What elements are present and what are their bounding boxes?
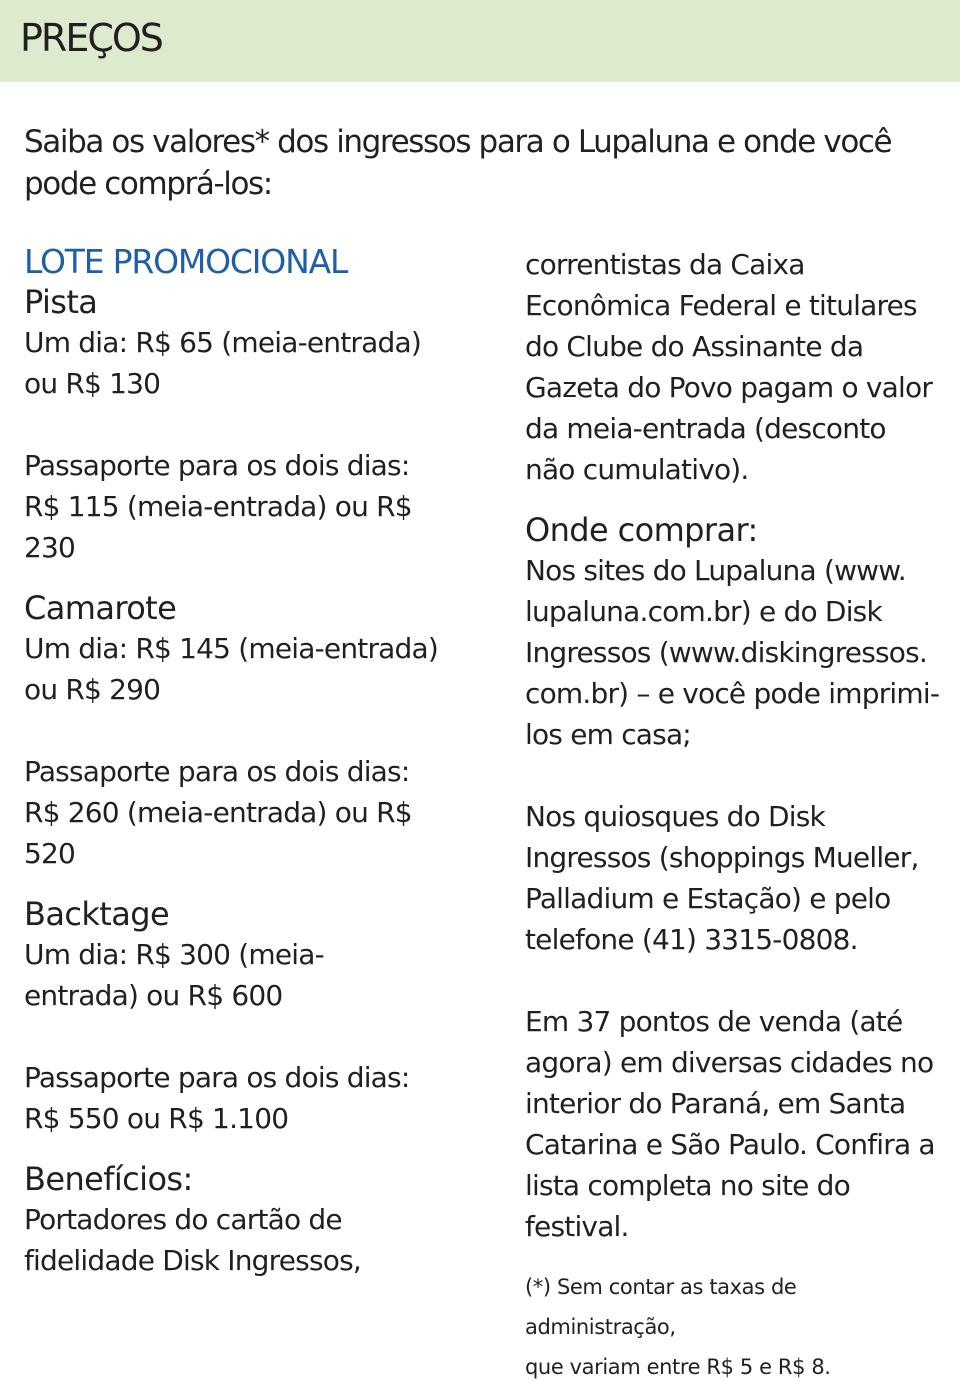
- footnote-line: que variam entre R$ 5 e R$ 8.: [525, 1355, 831, 1379]
- backtage-passaporte-line: R$ 550 ou R$ 1.100: [24, 1102, 289, 1135]
- quiosques-line: Ingressos (shoppings Mueller,: [525, 841, 919, 874]
- footnote-line: (*) Sem contar as taxas de administração,: [525, 1275, 797, 1339]
- beneficios-cont-line: correntistas da Caixa: [525, 248, 805, 281]
- beneficios-cont-line: Gazeta do Povo pagam o valor: [525, 371, 933, 404]
- quiosques-line: Nos quiosques do Disk: [525, 800, 825, 833]
- pontos-line: lista completa no site do festival.: [525, 1169, 850, 1243]
- pontos-line: interior do Paraná, em Santa: [525, 1087, 906, 1120]
- pontos-line: agora) em diversas cidades no: [525, 1046, 934, 1079]
- backtage-heading: Backtage: [24, 895, 170, 933]
- beneficios-cont-line: do Clube do Assinante da: [525, 330, 864, 363]
- pista-passaporte-line: 230: [24, 531, 76, 564]
- beneficios-line: fidelidade Disk Ingressos,: [24, 1244, 361, 1277]
- beneficios-cont-line: da meia-entrada (desconto: [525, 412, 886, 445]
- backtage-passaporte-line: Passaporte para os dois dias:: [24, 1061, 410, 1094]
- quiosques-line: telefone (41) 3315-0808.: [525, 923, 858, 956]
- pista-passaporte-line: R$ 115 (meia-entrada) ou R$: [24, 490, 412, 523]
- section-header: [0, 0, 960, 82]
- backtage-um-dia-line: entrada) ou R$ 600: [24, 979, 283, 1012]
- sites-line: los em casa;: [525, 718, 691, 751]
- camarote-um-dia-line: Um dia: R$ 145 (meia-entrada): [24, 632, 438, 665]
- beneficios-cont-line: não cumulativo).: [525, 453, 749, 486]
- sites-line: Ingressos (www.diskingressos.: [525, 636, 928, 669]
- sites-line: Nos sites do Lupaluna (www.: [525, 554, 906, 587]
- backtage-um-dia-line: Um dia: R$ 300 (meia-: [24, 938, 324, 971]
- sites-line: com.br) – e você pode imprimi-: [525, 677, 940, 710]
- pista-um-dia-line: ou R$ 130: [24, 367, 161, 400]
- camarote-passaporte-line: R$ 260 (meia-entrada) ou R$: [24, 796, 412, 829]
- pontos-line: Catarina e São Paulo. Confira a: [525, 1128, 935, 1161]
- lote-heading: LOTE PROMOCIONAL: [24, 242, 348, 281]
- intro-text: Saiba os valores* dos ingressos para o Lupaluna e onde você pode comprá-los:: [24, 124, 892, 202]
- onde-comprar-heading: Onde comprar:: [525, 511, 758, 549]
- pista-heading: Pista: [24, 283, 98, 321]
- sites-line: lupaluna.com.br) e do Disk: [525, 595, 882, 628]
- pontos-line: Em 37 pontos de venda (até: [525, 1005, 903, 1038]
- camarote-passaporte-line: 520: [24, 837, 76, 870]
- quiosques-line: Palladium e Estação) e pelo: [525, 882, 891, 915]
- camarote-heading: Camarote: [24, 589, 177, 627]
- right-column: [525, 244, 945, 1387]
- pista-um-dia-line: Um dia: R$ 65 (meia-entrada): [24, 326, 421, 359]
- camarote-um-dia-line: ou R$ 290: [24, 673, 161, 706]
- left-column: [24, 242, 494, 1281]
- camarote-passaporte-line: Passaporte para os dois dias:: [24, 755, 410, 788]
- beneficios-cont-line: Econômica Federal e titulares: [525, 289, 917, 322]
- beneficios-line: Portadores do cartão de: [24, 1203, 342, 1236]
- beneficios-heading: Benefícios:: [24, 1160, 193, 1198]
- section-title: PREÇOS: [20, 16, 162, 60]
- pista-passaporte-line: Passaporte para os dois dias:: [24, 449, 410, 482]
